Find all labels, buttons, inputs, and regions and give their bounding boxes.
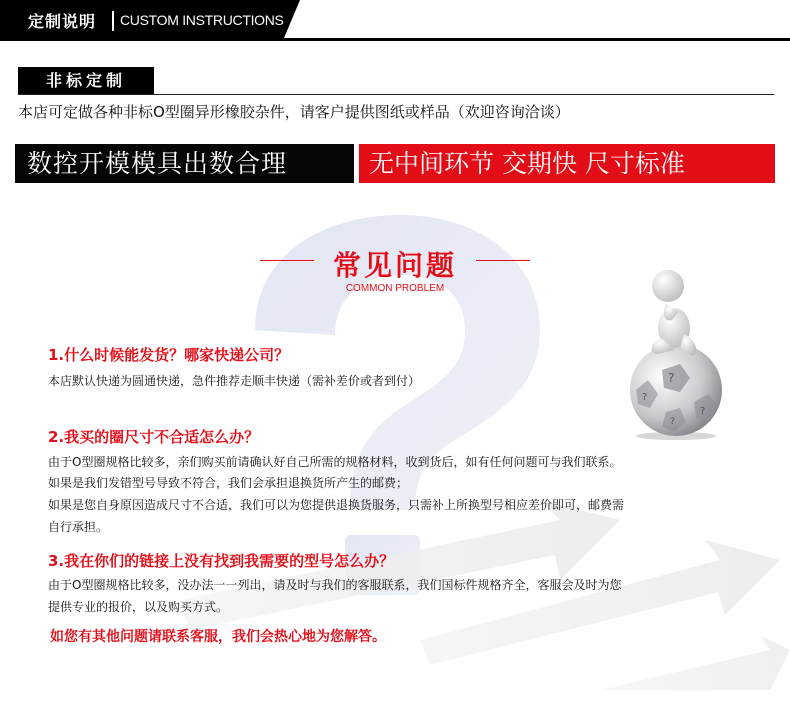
header-background <box>0 0 790 44</box>
thinking-figure-on-ball-image <box>622 262 730 440</box>
faq-question-1: 1.什么时候能发货？哪家快递公司？ <box>48 346 290 364</box>
faq-title: 常见问题 <box>332 249 457 282</box>
faq-subtitle: COMMON PROBLEM <box>345 283 445 294</box>
section-divider <box>18 94 774 95</box>
faq-answer-3-line-2: 提供专业的报价，以及购买方式。 <box>48 600 229 614</box>
svg-text:?: ? <box>668 371 675 385</box>
banner-left: 数控开模模具出数合理 <box>15 144 354 183</box>
faq-question-2: 2.我买的圈尺寸不合适怎么办？ <box>48 428 260 446</box>
faq-answer-1-line-1: 本店默认快递为圆通快递，急件推荐走顺丰快递（需补差价或者到付） <box>48 374 421 388</box>
header-bar <box>0 0 790 44</box>
faq-answer-3-line-1: 由于O型圈规格比较多，没办法一一列出，请及时与我们的客服联系，我们国标件规格齐全，客服会及时为您 <box>48 578 622 592</box>
banner-right: 无中间环节 交期快 尺寸标准 <box>359 144 775 183</box>
svg-text:?: ? <box>700 406 706 417</box>
faq-question-3: 3.我在你们的链接上没有找到我需要的型号怎么办？ <box>48 552 395 570</box>
section-label: 非标定制 <box>18 67 154 94</box>
faq-answer-2-line-2: 如果是我们发错型号导致不符合，我们会承担退换货所产生的邮费； <box>48 476 409 490</box>
intro-text: 本店可定做各种非标O型圈异形橡胶杂件，请客户提供图纸或样品（欢迎咨询洽谈） <box>18 103 570 121</box>
header-separator <box>112 11 114 31</box>
faq-title-line-right <box>476 260 530 261</box>
faq-answer-2-line-1: 由于O型圈规格比较多，亲们购买前请确认好自己所需的规格材料，收到货后，如有任何问题可与我们联系。 <box>48 455 622 469</box>
svg-text:?: ? <box>642 392 648 403</box>
svg-text:?: ? <box>670 417 675 427</box>
header-title: 定制说明 <box>28 12 97 31</box>
faq-answer-2-line-3: 如果是您自身原因造成尺寸不合适，我们可以为您提供退换货服务，只需补上所换型号相应差价即可，邮费需 <box>48 498 625 512</box>
faq-answer-2-line-4: 自行承担。 <box>48 520 109 534</box>
faq-closing-note: 如您有其他问题请联系客服，我们会热心地为您解答。 <box>50 629 386 645</box>
header-subtitle: CUSTOM INSTRUCTIONS <box>120 12 284 28</box>
faq-title-line-left <box>260 260 314 261</box>
